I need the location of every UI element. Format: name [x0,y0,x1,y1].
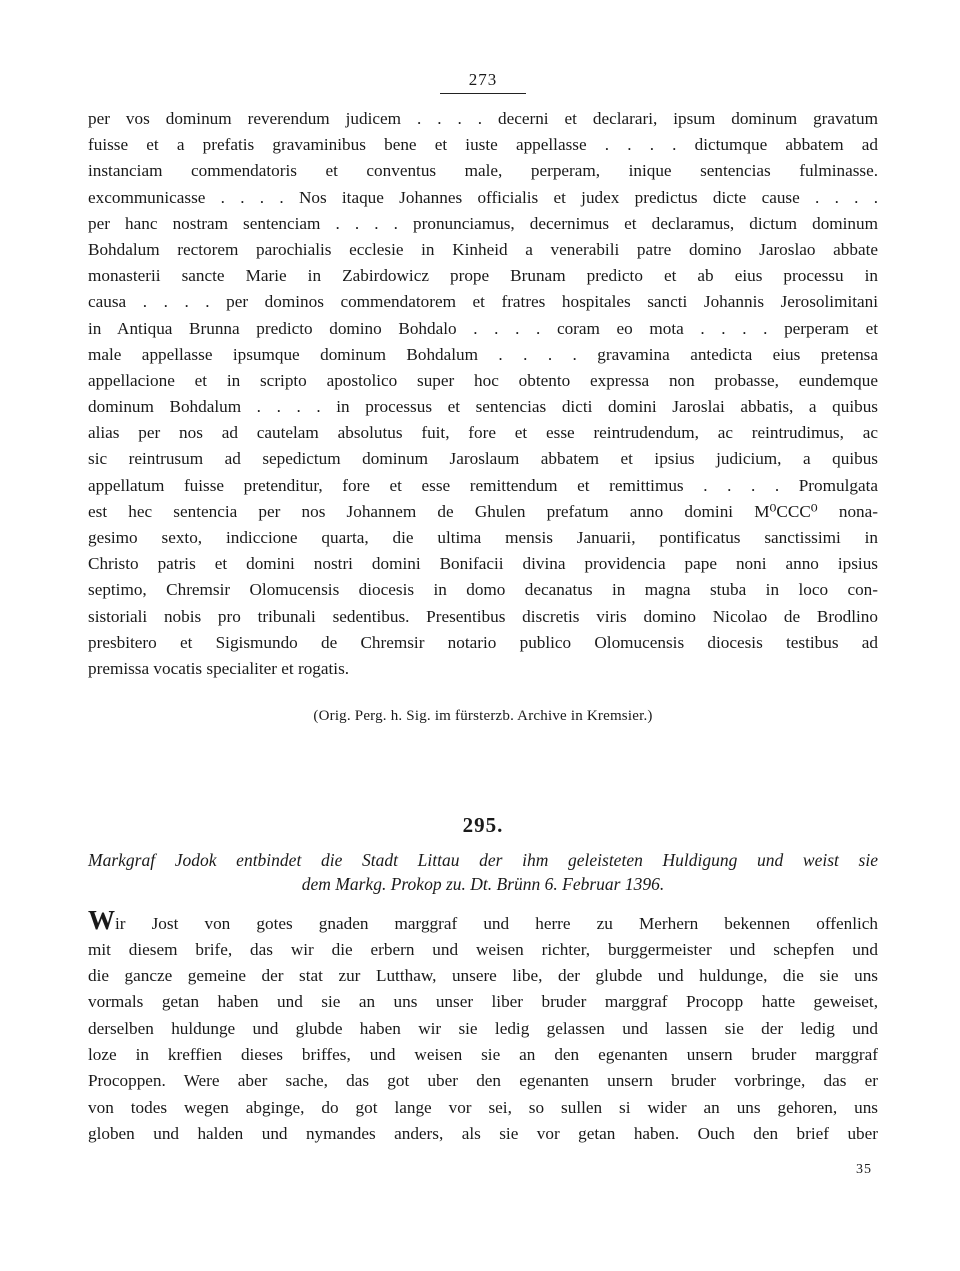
body-first-line-text: ir Jost von gotes gnaden marggraf und herre zu Merhern bekennen offenlich [115,914,878,934]
document-page [88,70,878,1148]
body-line: vormals getan haben und sie an uns unser liber bruder marggraf Procopp hatte geweiset, [88,992,878,1012]
body-line: die gancze gemeine der stat zur Lutthaw, unsere libe, der glubde und huldunge, die sie uns [88,965,878,985]
body-line: von todes wegen abginge, do got lange vor sei, so sullen si wider an uns gehoren, uns [88,1097,878,1117]
body-line: Procoppen. Were aber sache, das got uber den egenanten unsern bruder vorbringe, das er [88,1071,878,1091]
document-body [88,905,878,1148]
document-heading [88,848,878,896]
page-number-rule [440,93,526,94]
body-line: loze in kreffien dieses briffes, und weisen sie an den egenanten unsern bruder marggraf [88,1045,878,1065]
text-line: septimo, Chremsir Olomucensis diocesis in domo decanatus in magna stuba in loco con- [88,580,878,600]
text-line: presbitero et Sigismundo de Chremsir notario publico Olomucensis diocesis testibus ad [88,632,878,652]
text-line: monasterii sancte Marie in Zabirdowicz prope Brunam predicto et ab eius processu in [88,266,878,286]
text-line: appellacione et in scripto apostolico super hoc obtento expressa non probasse, eundemque [88,370,878,390]
text-line: causa . . . . per dominos commendatorem et fratres hospitales sancti Johannis Jerosolimitani [88,292,878,312]
page-number: 273 [468,70,498,89]
document-number: 295. [462,813,504,838]
text-line: appellatum fuisse pretenditur, fore et esse remittendum et remittimus . . . . Promulgata [88,475,878,495]
text-line: instanciam commendatoris et conventus male, perperam, inique sentencias fulminasse. [88,161,878,181]
heading-line: Markgraf Jodok entbindet die Stadt Littau der ihm geleisteten Huldigung und weist sie [88,850,878,871]
text-line: premissa vocatis specialiter et rogatis. [88,658,350,678]
body-line: mit diesem brife, das wir die erbern und weisen richter, burggermeister und schepfen und [88,939,878,959]
text-line: sistoriali nobis pro tribunali sedentibus. Presentibus discretis viris domino Nicolao de Brodlino [88,606,878,626]
charter-text-continued [88,106,878,682]
text-line: excommunicasse . . . . Nos itaque Johannes officialis et judex predictus dicte cause . . . . [88,187,878,207]
text-line: per hanc nostram sentenciam . . . . pronunciamus, decernimus et declaramus, dictum dominum [88,213,878,233]
body-line: globen und halden und nymandes anders, als sie vor getan haben. Ouch den brief uber [88,1124,878,1144]
signature-mark: 35 [856,1162,872,1177]
text-line: est hec sentencia per nos Johannem de Ghulen prefatum anno domini M⁰CCC⁰ nona- [88,501,878,521]
text-line: alias per nos ad cautelam absolutus fuit, fore et esse reintrudendum, ac reintrudimus, ac [88,423,878,443]
body-line [88,905,878,936]
text-line: dominum Bohdalum . . . . in processus et sentencias dicti domini Jaroslai abbatis, a quibus [88,397,878,417]
text-line: fuisse et a prefatis gravaminibus bene et iuste appellasse . . . . dictumque abbatem ad [88,135,878,155]
source-note: (Orig. Perg. h. Sig. im fürsterzb. Archive in Kremsier.) [313,708,653,725]
body-line: derselben huldunge und glubde haben wir sie ledig gelassen und lassen sie der ledig und [88,1018,878,1038]
text-line: sic reintrusum ad sepedictum dominum Jaroslaum abbatem et ipsius judicium, a quibus [88,449,878,469]
heading-line: dem Markg. Prokop zu. Dt. Brünn 6. Februar 1396. [301,874,665,895]
drop-initial: W [88,905,115,936]
text-line: gesimo sexto, indiccione quarta, die ultima mensis Januarii, pontificatus sanctissimi in [88,528,878,547]
text-line: male appellasse ipsumque dominum Bohdalum . . . . gravamina antedicta eius pretensa [88,344,878,364]
text-line: in Antiqua Brunna predicto domino Bohdalo . . . . coram eo mota . . . . perperam et [88,318,878,338]
text-line: per vos dominum reverendum judicem . . . . decerni et declarari, ipsum dominum gravatum [88,109,878,128]
text-line: Bohdalum rectorem parochialis ecclesie in Kinheid a venerabili patre domino Jaroslao abbate [88,239,878,259]
text-line: Christo patris et domini nostri domini Bonifacii divina providencia pape noni anno ipsius [88,554,878,574]
